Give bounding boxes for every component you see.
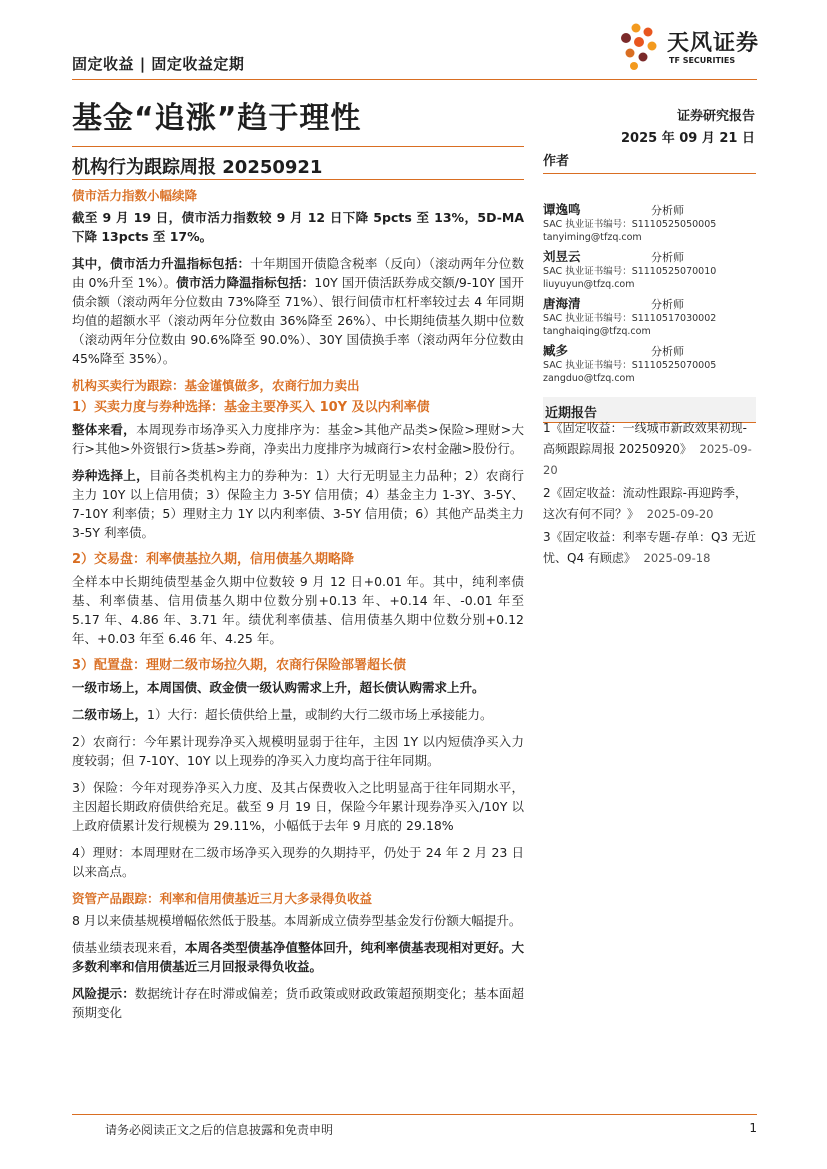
author-name: 臧多 xyxy=(543,343,569,358)
paragraph-text: 目前各类机构主力的券种为：1）大行无明显主力品种；2）农商行主力 10Y 以上信用债；3）保险主力 3-5Y 信用债；4）基金主力 1-3Y、3-5Y、7-10Y 利率债；5）理财主力 1Y 以内利率债、3-5Y 信用债；6）其他产品类主力 3-5Y 利率债。 xyxy=(72,468,524,540)
section-heading: 债市活力指数小幅续降 xyxy=(72,188,198,203)
subsection-heading: 2）交易盘：利率债基拉久期，信用债基久期略降 xyxy=(72,552,355,567)
paragraph-text: 债基业绩表现来看， xyxy=(72,940,186,955)
paragraph: 全样本中长期纯债型基金久期中位数较 9 月 12 日+0.01 年。其中，纯利率债基、利率债基、信用债基久期中位数分别+0.13 年、+0.14 年、-0.01 年至 5.17 年、4.86 年、3.71 年。绩优利率债基、信用债基久期中位数分别+0.12 年、+0.03 年至 6.46 年、4.25 年。 xyxy=(72,574,524,646)
report-link[interactable] xyxy=(543,418,756,481)
author-role: 分析师 xyxy=(651,251,684,264)
report-title: 2《固定收益：流动性跟踪-再迎跨季，这次有何不同？》 xyxy=(543,486,747,521)
page-subtitle: 机构行为跟踪周报 20250921 xyxy=(72,157,323,178)
author-role: 分析师 xyxy=(651,345,684,358)
author-name: 谭逸鸣 xyxy=(543,202,581,217)
report-date-item: 2025-09-18 xyxy=(643,551,711,565)
author-card xyxy=(543,294,756,338)
footer-divider xyxy=(72,1114,757,1115)
paragraph xyxy=(72,705,524,724)
risk-text: 数据统计存在时滞或偏差；货币政策或财政政策超预期变化；基本面超预期变化 xyxy=(72,986,524,1020)
report-link[interactable] xyxy=(543,483,756,525)
report-type: 证券研究报告 xyxy=(676,109,755,124)
paragraph-lead: 本周各类型债基净值整体回升，纯利率债基表现相对更好。大多数利率和信用债基近三月回报录得负收益。 xyxy=(72,940,524,974)
risk-warning xyxy=(72,984,524,1022)
logo-text-cn: 天风证券 xyxy=(667,31,760,56)
paragraph-text: 本周现券市场净买入力度排序为：基金>其他产品类>保险>理财>大行>其他>外资银行>货基>券商，净卖出力度排序为城商行>农村金融>股份行。 xyxy=(72,422,524,456)
paragraph-lead: 券种选择上， xyxy=(72,468,149,483)
author-email[interactable]: zangduo@tfzq.com xyxy=(543,373,635,384)
subsection-heading: 1）买卖力度与券种选择：基金主要净买入 10Y 及以内利率债 xyxy=(72,400,430,415)
paragraph: 一级市场上，本周国债、政金债一级认购需求上升，超长债认购需求上升。 xyxy=(72,680,485,695)
section-heading: 机构买卖行为跟踪：基金谨慎做多，农商行加力卖出 xyxy=(72,378,360,393)
author-cert: SAC 执业证书编号：S1110525070010 xyxy=(543,266,717,277)
author-name: 刘昱云 xyxy=(543,249,581,264)
footer-disclaimer[interactable]: 请务必阅读正文之后的信息披露和免责申明 xyxy=(105,1123,334,1137)
authors-panel xyxy=(543,150,756,385)
author-email[interactable]: tanghaiqing@tfzq.com xyxy=(543,326,651,337)
report-category: 固定收益 | 固定收益定期 xyxy=(72,55,245,73)
header-divider xyxy=(72,79,757,80)
paragraph xyxy=(72,254,524,368)
page-title: 基金“追涨”趋于理性 xyxy=(72,101,362,136)
author-card xyxy=(543,247,756,291)
authors-divider xyxy=(543,173,756,174)
author-role: 分析师 xyxy=(651,298,684,311)
main-content xyxy=(72,186,524,1030)
report-date: 2025 年 09 月 21 日 xyxy=(621,131,755,146)
subsection-heading: 3）配置盘：理财二级市场拉久期，农商行保险部署超长债 xyxy=(72,658,407,673)
paragraph xyxy=(72,466,524,542)
paragraph-lead: 二级市场上， xyxy=(72,707,148,722)
paragraph xyxy=(72,938,524,976)
logo-mark-icon xyxy=(612,20,664,72)
report-title: 3《固定收益：利率专题-存单：Q3 无近忧、Q4 有顾虑》 xyxy=(543,530,756,565)
risk-lead: 风险提示： xyxy=(72,986,135,1001)
author-role: 分析师 xyxy=(651,204,684,217)
paragraph-lead: 其中，债市活力升温指标包括： xyxy=(72,256,251,271)
page-number: 1 xyxy=(749,1121,757,1135)
paragraph-text: 1）大行：超长债供给上量，或制约大行二级市场上承接能力。 xyxy=(147,707,493,722)
logo-text-en: TF SECURITIES xyxy=(669,56,736,65)
author-card xyxy=(543,200,756,244)
author-cert: SAC 执业证书编号：S1110525050005 xyxy=(543,219,717,230)
author-cert: SAC 执业证书编号：S1110517030002 xyxy=(543,313,717,324)
paragraph: 截至 9 月 19 日，债市活力指数较 9 月 12 日下降 5pcts 至 13%，5D-MA 下降 13pcts 至 17%。 xyxy=(72,210,524,244)
author-name: 唐海清 xyxy=(543,296,581,311)
report-title: 1《固定收益：一线城市新政效果初现-高频跟踪周报 20250920》 xyxy=(543,421,747,456)
recent-reports-heading: 近期报告 xyxy=(545,406,598,421)
paragraph-lead: 债市活力降温指标包括： xyxy=(176,275,315,290)
report-link[interactable] xyxy=(543,527,756,569)
paragraph-text: 十年期国开债隐含税率（反向）（滚动两年分位数由 0%升至 1%）。 xyxy=(72,256,524,290)
report-date-item: 2025-09-20 xyxy=(543,442,752,477)
company-logo xyxy=(612,20,762,72)
author-card xyxy=(543,341,756,385)
paragraph: 8 月以来债基规模增幅依然低于股基。本周新成立债券型基金发行份额大幅提升。 xyxy=(72,913,522,928)
author-cert: SAC 执业证书编号：S1110525070005 xyxy=(543,360,717,371)
paragraph-text: 10Y 国开债活跃券成交额/9-10Y 国开债余额（滚动两年分位数由 73%降至 71%）、银行间债市杠杆率较过去 4 年同期均值的超额水平（滚动两年分位数由 36%降至 26%）、中长期纯债基久期中位数（滚动两年分位数由 90.6%降至 90.0%）、30Y 国债换手率（滚动两年分位数由 45%降至 35%）。 xyxy=(72,275,524,366)
section-heading: 资管产品跟踪：利率和信用债基近三月大多录得负收益 xyxy=(72,891,373,906)
paragraph xyxy=(72,420,524,458)
title-divider xyxy=(72,146,524,147)
paragraph-lead: 整体来看， xyxy=(72,422,136,437)
author-email[interactable]: tanyiming@tfzq.com xyxy=(543,232,642,243)
subtitle-divider xyxy=(72,179,524,180)
report-date-item: 2025-09-20 xyxy=(646,507,714,521)
paragraph: 4）理财：本周理财在二级市场净买入现券的久期持平，仍处于 24 年 2 月 23 日以来高点。 xyxy=(72,845,524,879)
authors-heading: 作者 xyxy=(543,154,570,169)
recent-reports-list xyxy=(543,418,756,571)
paragraph: 3）保险：今年对现券净买入力度、及其占保费收入之比明显高于往年同期水平，主因超长期政府债供给充足。截至 9 月 19 日，保险今年累计现券净买入/10Y 以上政府债累计发行规模为 29.11%，小幅低于去年 9 月底的 29.18% xyxy=(72,780,524,833)
paragraph: 2）农商行：今年累计现券净买入规模明显弱于往年，主因 1Y 以内短债净买入力度较弱；但 7-10Y、10Y 以上现券的净买入力度均高于往年同期。 xyxy=(72,734,524,768)
author-email[interactable]: liuyuyun@tfzq.com xyxy=(543,279,635,290)
